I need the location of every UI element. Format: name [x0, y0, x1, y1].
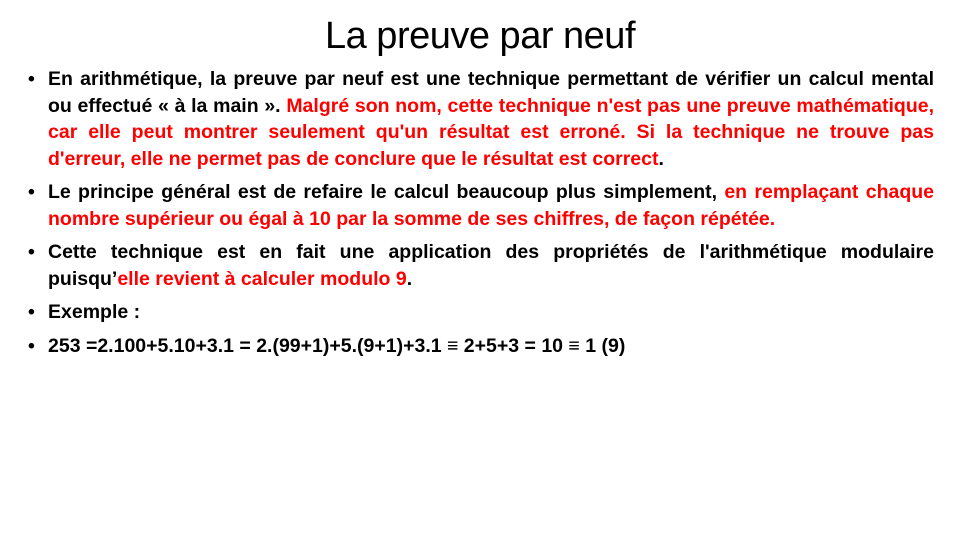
emphasized-text: Malgré son nom, cette technique n'est pas une preuve mathématique, car elle peut montrer seulement qu'un résultat est erroné. Si la technique ne trouve pas d'erreur, elle ne permet pas de conclure que le résultat est correct [48, 94, 934, 170]
bullet-text: Le principe général est de refaire le calcul beaucoup plus simplement, [48, 181, 725, 203]
bullet-list [28, 66, 934, 366]
bullet-dot: • [28, 301, 35, 323]
bullet-text: Exemple : [48, 301, 141, 323]
bullet-item [28, 179, 934, 232]
bullet-dot: • [28, 181, 35, 203]
bullet-text: Cette technique est en fait une application des propriétés de l'arithmétique modulaire puisqu’ [48, 241, 934, 290]
bullet-text: 253 =2.100+5.10+3.1 = 2.(99+1)+5.(9+1)+3.1 ≡ 2+5+3 = 10 ≡ 1 (9) [48, 334, 626, 357]
bullet-item [28, 239, 934, 292]
bullet-dot: • [28, 334, 35, 357]
bullet-dot: • [28, 241, 35, 263]
emphasized-text: elle revient à calculer modulo 9 [117, 267, 407, 290]
emphasized-text: en remplaçant chaque nombre supérieur ou égal à 10 par la somme de ses chiffres, de façon répétée. [48, 181, 934, 230]
bullet-item [28, 333, 934, 360]
bullet-dot: • [28, 68, 35, 90]
bullet-text: . [406, 267, 413, 290]
bullet-item [28, 66, 934, 172]
bullet-text: En arithmétique, la preuve par neuf est une technique permettant de vérifier un calcul mental ou effectué « à la main ». [48, 68, 934, 117]
bullet-text: . [658, 147, 664, 170]
bullet-item [28, 299, 934, 326]
slide-title: La preuve par neuf [324, 15, 635, 57]
